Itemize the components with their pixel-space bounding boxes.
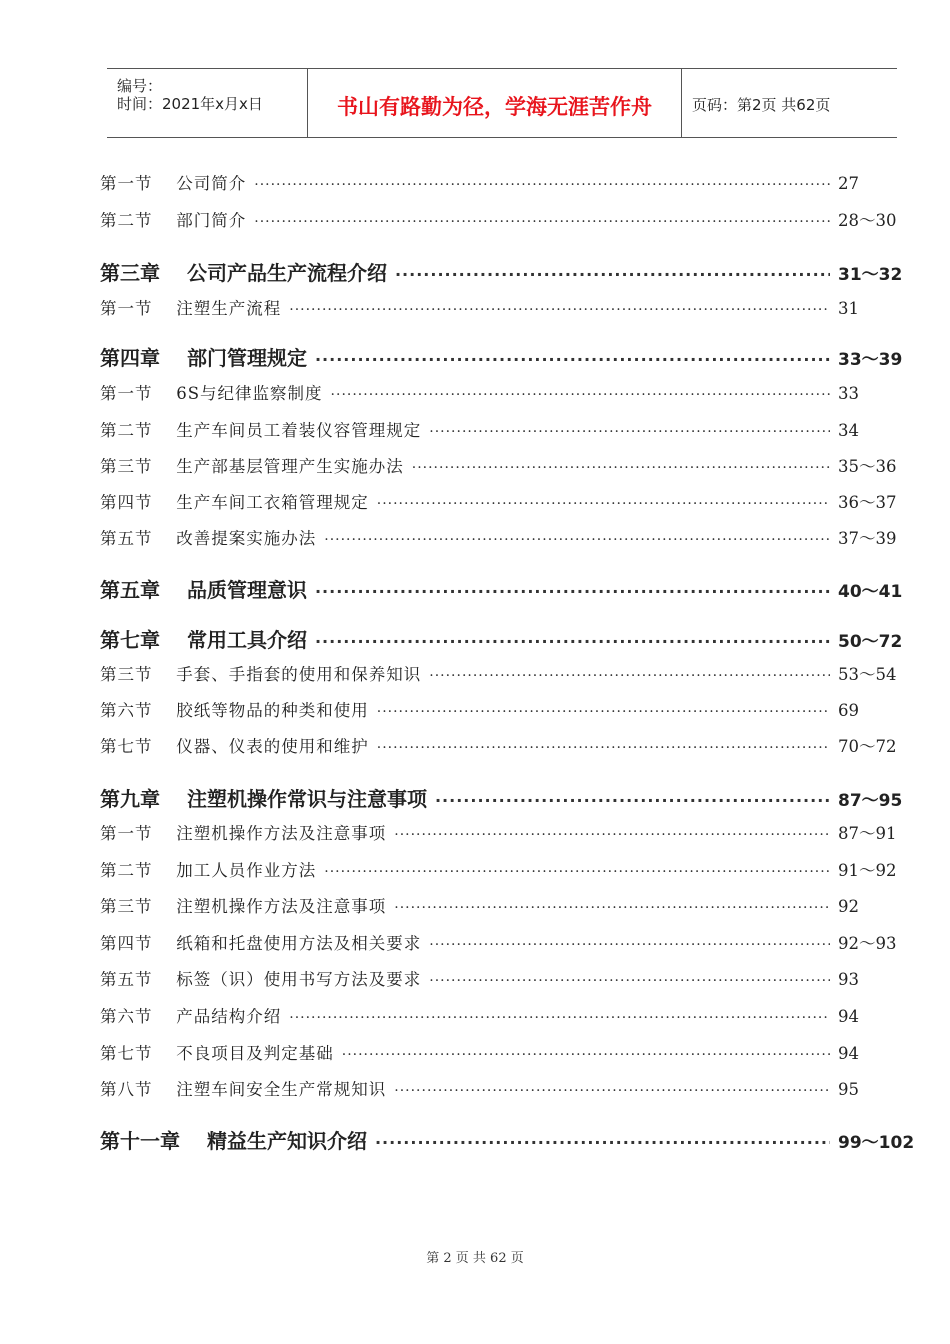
toc-entry-title: 第七节 仪器、仪表的使用和维护 — [100, 737, 369, 756]
toc-page-number: 91～92 — [838, 861, 897, 880]
toc-page-number: 36～37 — [838, 493, 897, 512]
toc-leader-dots — [377, 740, 830, 756]
toc-page-number: 92 — [838, 897, 859, 916]
toc-section-row[interactable] — [100, 820, 904, 842]
toc-chapter-row[interactable] — [100, 624, 904, 650]
toc-leader-dots — [394, 827, 830, 843]
toc-page-number: 93 — [838, 970, 859, 989]
toc-section-row[interactable] — [100, 893, 904, 915]
toc-leader-dots — [324, 532, 830, 548]
toc-entry-title: 第二节 部门简介 — [100, 211, 247, 230]
toc-page-number: 33 — [838, 384, 859, 403]
toc-entry-title: 第一节 公司简介 — [100, 174, 247, 193]
toc-entry-title: 第一节 注塑生产流程 — [100, 299, 282, 318]
toc-chapter-row[interactable] — [100, 1125, 915, 1153]
toc-chapter-row[interactable] — [100, 342, 904, 368]
toc-chapter-row[interactable] — [100, 783, 904, 809]
toc-page-number: 53～54 — [838, 665, 897, 684]
toc-entry-title: 第七章 常用工具介绍 — [100, 628, 307, 652]
document-time: 时间：2021年x月x日 — [117, 95, 263, 113]
toc-leader-dots — [254, 177, 830, 193]
toc-page-number: 28～30 — [838, 211, 897, 230]
toc-leader-dots — [324, 864, 830, 880]
toc-entry-title: 第五节 标签（识）使用书写方法及要求 — [100, 970, 422, 989]
toc-entry-title: 第一节 注塑机操作方法及注意事项 — [100, 824, 387, 843]
toc-entry-title: 第三节 手套、手指套的使用和保养知识 — [100, 665, 422, 684]
toc-leader-dots — [394, 900, 830, 916]
toc-section-row[interactable] — [100, 857, 904, 879]
toc-entry-title: 第七节 不良项目及判定基础 — [100, 1044, 334, 1063]
toc-leader-dots — [429, 424, 830, 440]
toc-leader-dots — [331, 387, 830, 403]
toc-leader-dots — [342, 1047, 830, 1063]
toc-entry-title: 第四章 部门管理规定 — [100, 346, 307, 370]
toc-entry-title: 第六节 产品结构介绍 — [100, 1007, 282, 1026]
toc-leader-dots — [429, 973, 830, 989]
toc-section-row[interactable] — [100, 417, 904, 439]
toc-section-row[interactable] — [100, 525, 904, 547]
toc-leader-dots — [435, 791, 830, 810]
toc-section-row[interactable] — [100, 661, 904, 683]
toc-section-row[interactable] — [100, 1076, 904, 1098]
toc-section-row[interactable] — [100, 170, 904, 192]
toc-entry-title: 第三节 生产部基层管理产生实施办法 — [100, 457, 404, 476]
toc-entry-title: 第四节 纸箱和托盘使用方法及相关要求 — [100, 934, 422, 953]
toc-page-number: 34 — [838, 421, 859, 440]
toc-leader-dots — [412, 460, 830, 476]
toc-leader-dots — [429, 937, 830, 953]
toc-entry-title: 第一节 6S与纪律监察制度 — [100, 384, 323, 403]
header-info-cell — [107, 69, 308, 137]
toc-page-number: 94 — [838, 1007, 859, 1026]
toc-entry-title: 第五节 改善提案实施办法 — [100, 529, 317, 548]
toc-chapter-row[interactable] — [100, 574, 904, 600]
toc-entry-title: 第五章 品质管理意识 — [100, 578, 307, 602]
toc-chapter-row[interactable] — [100, 257, 904, 283]
toc-page-number: 87～95 — [838, 791, 903, 811]
toc-page-number: 94 — [838, 1044, 859, 1063]
toc-entry-title: 第二节 加工人员作业方法 — [100, 861, 317, 880]
toc-section-row[interactable] — [100, 295, 904, 317]
toc-entry-title: 第三节 注塑机操作方法及注意事项 — [100, 897, 387, 916]
toc-entry-title: 第六节 胶纸等物品的种类和使用 — [100, 701, 369, 720]
toc-section-row[interactable] — [100, 1040, 904, 1062]
toc-section-row[interactable] — [100, 930, 904, 952]
toc-page-number: 40～41 — [838, 582, 903, 602]
toc-section-row[interactable] — [100, 966, 904, 988]
toc-page-number: 99～102 — [838, 1133, 915, 1153]
toc-page-number: 70～72 — [838, 737, 897, 756]
toc-leader-dots — [315, 632, 830, 651]
header-page-cell — [682, 69, 897, 137]
toc-leader-dots — [315, 350, 830, 369]
toc-page-number: 31～32 — [838, 265, 903, 285]
toc-leader-dots — [315, 582, 830, 601]
toc-section-row[interactable] — [100, 489, 904, 511]
toc-page-number: 27 — [838, 174, 859, 193]
toc-section-row[interactable] — [100, 207, 904, 229]
toc-section-row[interactable] — [100, 380, 904, 402]
toc-entry-title: 第三章 公司产品生产流程介绍 — [100, 261, 387, 285]
page-footer: 第 2 页 共 62 页 — [426, 1251, 524, 1266]
toc-page-number: 31 — [838, 299, 859, 318]
toc-page-number: 37～39 — [838, 529, 897, 548]
toc-leader-dots — [429, 668, 830, 684]
toc-page-number: 69 — [838, 701, 859, 720]
toc-section-row[interactable] — [100, 733, 904, 755]
page-indicator: 页码：第2页 共62页 — [692, 96, 831, 114]
toc-page-number: 95 — [838, 1080, 859, 1099]
toc-section-row[interactable] — [100, 453, 904, 475]
header-motto-cell — [308, 69, 682, 137]
toc-leader-dots — [289, 302, 830, 318]
toc-leader-dots — [395, 265, 830, 284]
toc-leader-dots — [289, 1010, 830, 1026]
toc-section-row[interactable] — [100, 1003, 904, 1025]
toc-page-number: 92～93 — [838, 934, 897, 953]
header-table — [107, 68, 897, 138]
toc-entry-title: 第四节 生产车间工衣箱管理规定 — [100, 493, 369, 512]
toc-leader-dots — [254, 214, 830, 230]
toc-page-number: 50～72 — [838, 632, 903, 652]
motto-text: 书山有路勤为径，学海无涯苦作舟 — [337, 95, 652, 119]
toc-leader-dots — [377, 704, 830, 720]
toc-entry-title: 第十一章 精益生产知识介绍 — [100, 1129, 367, 1153]
toc-leader-dots — [377, 496, 830, 512]
toc-leader-dots — [375, 1133, 830, 1152]
toc-page-number: 35～36 — [838, 457, 897, 476]
toc-page-number: 87～91 — [838, 824, 897, 843]
toc-page-number: 33～39 — [838, 350, 903, 370]
toc-leader-dots — [394, 1083, 830, 1099]
toc-section-row[interactable] — [100, 697, 904, 719]
toc-entry-title: 第八节 注塑车间安全生产常规知识 — [100, 1080, 387, 1099]
toc-entry-title: 第九章 注塑机操作常识与注意事项 — [100, 787, 427, 811]
toc-entry-title: 第二节 生产车间员工着装仪容管理规定 — [100, 421, 422, 440]
document-number: 编号： — [117, 77, 163, 95]
